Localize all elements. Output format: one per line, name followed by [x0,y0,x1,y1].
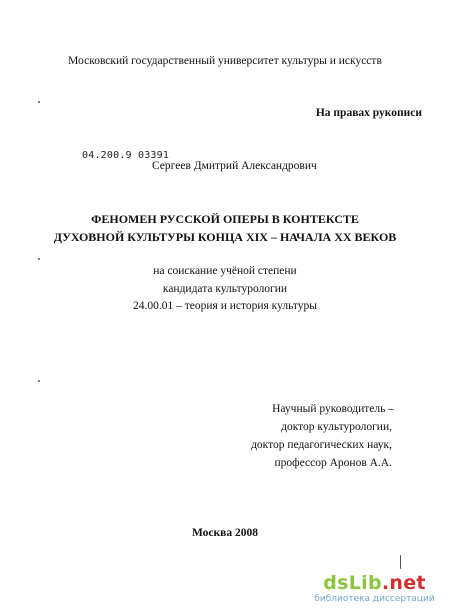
scan-speck [38,380,40,382]
degree-line-1: на соискание учёной степени [153,265,297,277]
supervisor-line-4: профессор Аронов А.А. [274,457,392,469]
scan-speck [38,258,40,260]
rights-note: На правах рукописи [315,107,422,119]
scan-speck [400,555,401,569]
supervisor-line-2: доктор культурологии, [281,421,392,433]
place-year: Москва 2008 [191,527,259,539]
watermark-subtitle: библиотека диссертаций [314,594,435,604]
degree-line-3: 24.00.01 – теория и история культуры [133,300,317,312]
title-line-2: ДУХОВНОЙ КУЛЬТУРЫ КОНЦА XIX – НАЧАЛА XX ВЕКОВ [53,230,397,244]
dslib-watermark [307,572,442,605]
scan-speck [38,101,40,103]
title-line-1: ФЕНОМЕН РУССКОЙ ОПЕРЫ В КОНТЕКСТЕ [91,212,359,226]
university-name: Московский государственный университет культуры и искусств [68,55,382,67]
author-name: Сергеев Дмитрий Александрович [152,160,317,172]
watermark-logo: dsLib.net [323,572,426,594]
degree-line-2: кандидата культурологии [162,283,288,295]
catalog-stamp: 04.200.9 03391 [82,150,170,161]
supervisor-line-1: Научный руководитель – [272,403,394,415]
supervisor-line-3: доктор педагогических наук, [251,439,392,451]
